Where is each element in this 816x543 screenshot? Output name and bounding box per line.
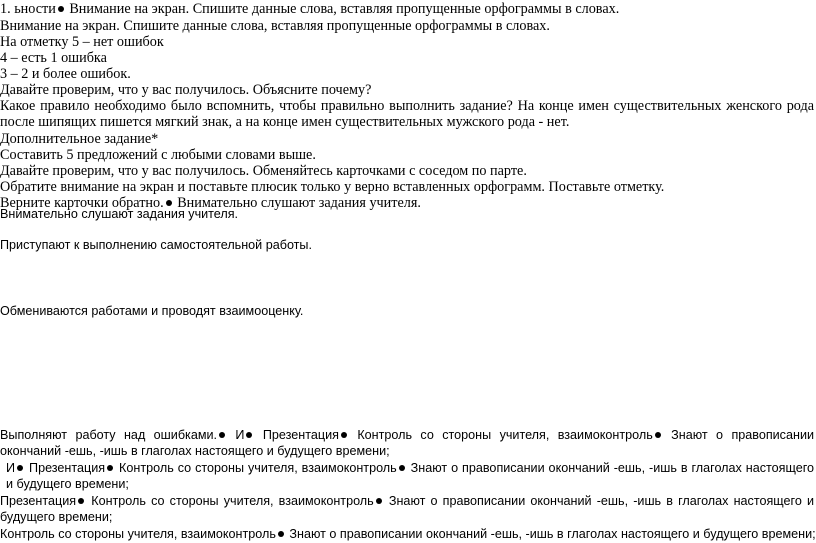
text-line-2: Внимание на экран. Спишите данные слова, вставляя пропущенные орфограммы в словах. — [0, 18, 550, 34]
paragraph-1 — [0, 427, 814, 459]
text-line-8: Дополнительное задание* — [0, 131, 159, 147]
para-text: И — [235, 428, 245, 442]
line-text: Внимательно слушают задания учителя. — [177, 195, 421, 211]
para-text: Знают о правописании окончаний -ешь, -ишь в глаголах настоящего и будущего времени; — [289, 527, 816, 541]
bullet-icon — [78, 498, 84, 504]
text-line-6: Давайте проверим, что у вас получилось. Объясните почему? — [0, 82, 372, 98]
bullet-icon — [17, 465, 23, 471]
self-work-text: Приступают к выполнению самостоятельной работы. — [0, 238, 312, 252]
bullet-icon — [219, 432, 225, 438]
paragraph-3 — [0, 493, 814, 525]
para-text: Контроль со стороны учителя, взаимоконтроль — [0, 527, 276, 541]
line-text: Верните карточки обратно. — [0, 195, 164, 211]
para-text: Презентация — [0, 494, 77, 508]
para-text: Выполняют работу над ошибками. — [0, 428, 218, 442]
bullet-icon — [246, 432, 252, 438]
bullet-icon — [341, 432, 347, 438]
para-text: И — [6, 461, 16, 475]
para-text: Знают о правописании окончаний -ешь, -ишь в глаголах настоящего и будущего времени; — [6, 461, 815, 491]
para-text: Контроль со стороны учителя, взаимоконтроль — [91, 494, 374, 508]
para-text: Презентация — [29, 461, 106, 475]
bullet-icon — [399, 465, 405, 471]
text-line-10: Давайте проверим, что у вас получилось. Обменяйтесь карточками с соседом по парте. — [0, 163, 527, 179]
para-text: Контроль со стороны учителя, взаимоконтроль — [119, 461, 397, 475]
bullet-icon — [655, 432, 661, 438]
paragraph-2 — [0, 460, 814, 492]
text-paragraph-rule: Какое правило необходимо было вспомнить, чтобы правильно выполнить задание? На конце имен существительных женского рода после шипящих пишется мягкий знак, а на конце имен существительных мужского рода - нет. — [0, 98, 814, 131]
bullet-icon — [107, 465, 113, 471]
bullet-icon — [376, 498, 382, 504]
text-line-9: Составить 5 предложений с любыми словами выше. — [0, 147, 316, 163]
text-line-4: 4 – есть 1 ошибка — [0, 50, 107, 66]
peer-review-text: Обмениваются работами и проводят взаимооценку. — [0, 304, 304, 318]
text-line-5: 3 – 2 и более ошибок. — [0, 66, 131, 82]
para-text: Знают о правописании окончаний -ешь, -ишь в глаголах настоящего и будущего времени; — [0, 428, 815, 458]
line-prefix: 1. ьности — [0, 1, 56, 17]
bullet-icon — [58, 6, 64, 12]
para-text: Контроль со стороны учителя, взаимоконтроль — [357, 428, 653, 442]
bullet-icon — [278, 531, 284, 537]
para-text: Презентация — [262, 428, 339, 442]
para-text: Знают о правописании окончаний -ешь, -ишь в глаголах настоящего и будущего времени; — [0, 494, 815, 524]
line-text: Внимание на экран. Спишите данные слова, вставляя пропущенные орфограммы в словах. — [69, 1, 620, 17]
text-line-13: Внимательно слушают задания учителя. — [0, 207, 239, 221]
text-line-1 — [0, 1, 619, 17]
text-line-11: Обратите внимание на экран и поставьте плюсик только у верно вставленных орфограмм. Поставьте отметку. — [0, 179, 665, 195]
paragraph-4 — [0, 526, 816, 542]
text-line-3: На отметку 5 – нет ошибок — [0, 34, 164, 50]
